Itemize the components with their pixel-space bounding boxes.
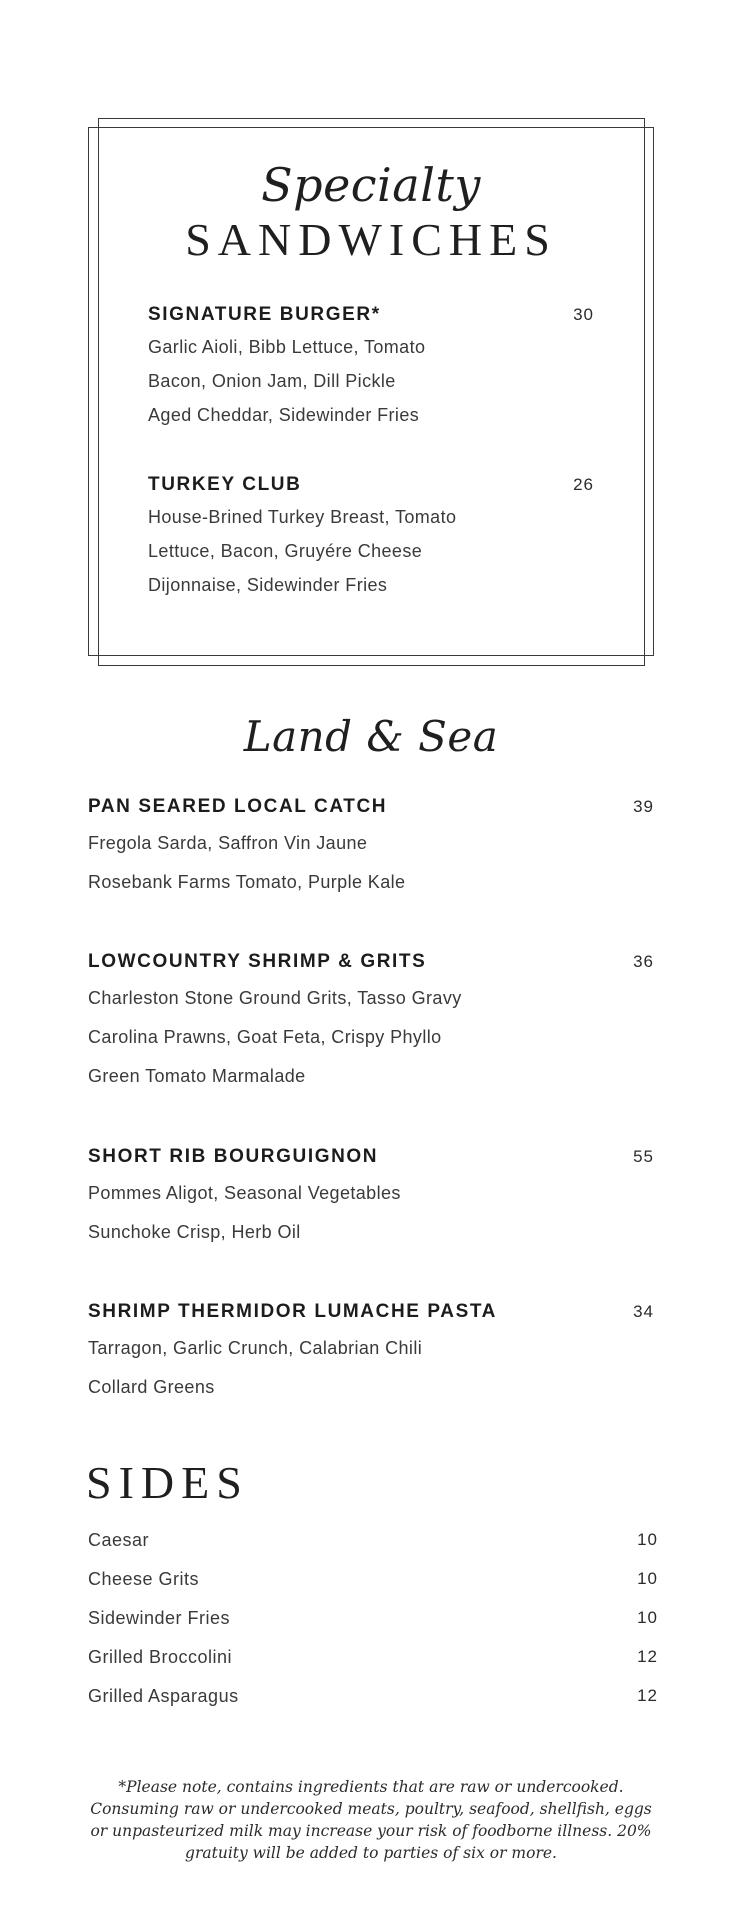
side-price: 12 bbox=[637, 1647, 658, 1666]
side-item-grilled-broccolini bbox=[88, 1647, 658, 1671]
menu-item-signature-burger bbox=[148, 304, 594, 434]
item-price: 39 bbox=[633, 797, 654, 816]
item-price: 55 bbox=[633, 1147, 654, 1166]
item-price: 36 bbox=[633, 952, 654, 971]
item-desc-line: Pommes Aligot, Seasonal Vegetables bbox=[88, 1183, 401, 1203]
item-name: SHORT RIB BOURGUIGNON bbox=[88, 1146, 379, 1167]
item-desc-line: Fregola Sarda, Saffron Vin Jaune bbox=[88, 833, 368, 853]
item-price: 30 bbox=[573, 305, 594, 324]
side-price: 12 bbox=[637, 1686, 658, 1705]
disclaimer-note: *Please note, contains ingredients that are raw or undercooked. Consuming raw or undercooked meats, poultry, seafood, shellfish, eggs or unpasteurized milk may increase your risk of foodborne illness. 20% gratuity will be added to parties of six or more. bbox=[90, 1778, 652, 1862]
menu-item-turkey-club bbox=[148, 474, 594, 604]
side-price: 10 bbox=[637, 1608, 658, 1627]
side-name: Grilled Asparagus bbox=[88, 1686, 239, 1706]
side-name: Sidewinder Fries bbox=[88, 1608, 231, 1628]
menu-item-short-rib-bourguignon bbox=[88, 1146, 654, 1246]
menu-item-shrimp-thermidor-lumache-pasta bbox=[88, 1301, 654, 1401]
item-desc-line: Charleston Stone Ground Grits, Tasso Gravy bbox=[88, 988, 462, 1008]
sandwiches-title-caps: SANDWICHES bbox=[185, 214, 557, 265]
sandwiches-title-script: Specialty bbox=[261, 158, 481, 212]
side-item-sidewinder-fries bbox=[88, 1608, 658, 1632]
item-desc-line: Garlic Aioli, Bibb Lettuce, Tomato bbox=[148, 337, 426, 357]
side-item-cheese-grits bbox=[88, 1569, 658, 1593]
side-name: Grilled Broccolini bbox=[88, 1647, 233, 1667]
item-desc-line: Dijonnaise, Sidewinder Fries bbox=[148, 575, 388, 595]
item-desc-line: Rosebank Farms Tomato, Purple Kale bbox=[88, 872, 406, 892]
sides-title: SIDES bbox=[86, 1457, 249, 1508]
side-price: 10 bbox=[637, 1530, 658, 1549]
item-desc-line: Green Tomato Marmalade bbox=[88, 1066, 306, 1086]
item-price: 26 bbox=[573, 475, 594, 494]
side-name: Cheese Grits bbox=[88, 1569, 200, 1589]
menu-item-pan-seared-local-catch bbox=[88, 796, 654, 896]
side-item-caesar bbox=[88, 1530, 658, 1554]
side-name: Caesar bbox=[88, 1530, 150, 1550]
item-desc-line: Carolina Prawns, Goat Feta, Crispy Phyllo bbox=[88, 1027, 442, 1047]
item-price: 34 bbox=[633, 1302, 654, 1321]
item-name: SIGNATURE BURGER* bbox=[148, 304, 381, 325]
item-desc-line: Aged Cheddar, Sidewinder Fries bbox=[148, 405, 420, 425]
item-name: SHRIMP THERMIDOR LUMACHE PASTA bbox=[88, 1301, 497, 1322]
item-name: LOWCOUNTRY SHRIMP & GRITS bbox=[88, 951, 427, 972]
side-price: 10 bbox=[637, 1569, 658, 1588]
item-name: PAN SEARED LOCAL CATCH bbox=[88, 796, 388, 817]
item-name: TURKEY CLUB bbox=[148, 474, 302, 495]
item-desc-line: Collard Greens bbox=[88, 1377, 215, 1397]
item-desc-line: Bacon, Onion Jam, Dill Pickle bbox=[148, 371, 396, 391]
item-desc-line: House-Brined Turkey Breast, Tomato bbox=[148, 507, 457, 527]
item-desc-line: Tarragon, Garlic Crunch, Calabrian Chili bbox=[88, 1338, 423, 1358]
land-sea-title: Land & Sea bbox=[243, 712, 499, 761]
item-desc-line: Sunchoke Crisp, Herb Oil bbox=[88, 1222, 301, 1242]
side-item-grilled-asparagus bbox=[88, 1686, 658, 1710]
item-desc-line: Lettuce, Bacon, Gruyére Cheese bbox=[148, 541, 423, 561]
menu-item-lowcountry-shrimp-grits bbox=[88, 951, 654, 1091]
